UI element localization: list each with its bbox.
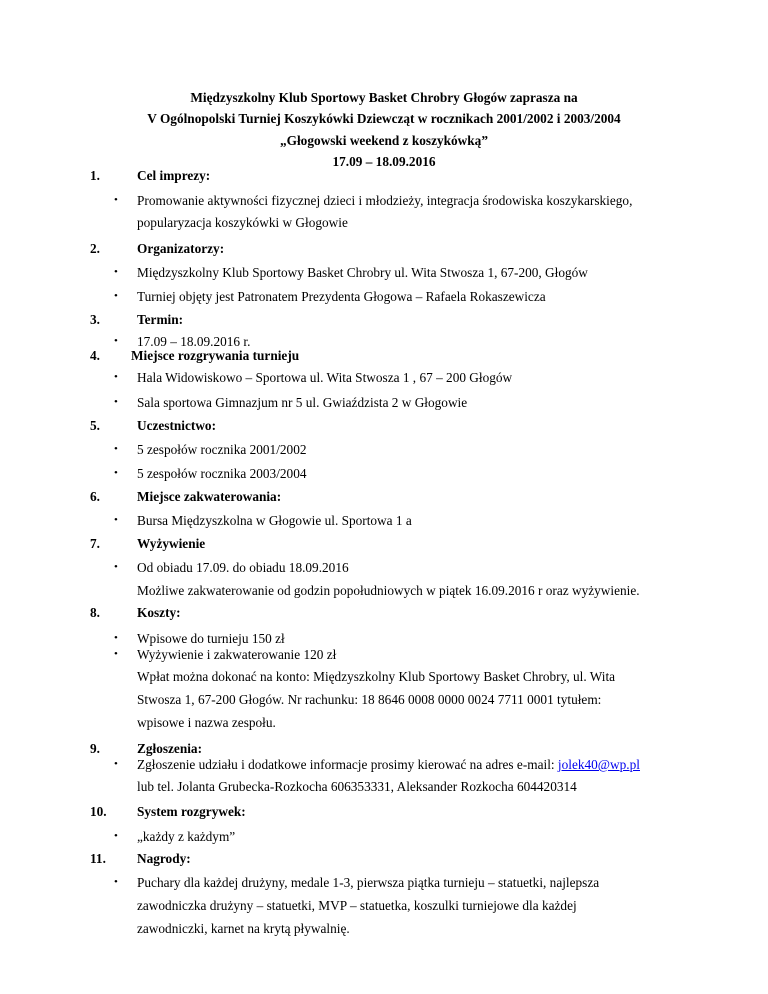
bullet: • bbox=[114, 443, 118, 455]
section-title: Termin: bbox=[137, 312, 184, 327]
list-item: Sala sportowa Gimnazjum nr 5 ul. Gwiaździsta 2 w Głogowie bbox=[137, 395, 468, 410]
list-item: Puchary dla każdej drużyny, medale 1-3, pierwsza piątka turnieju – statuetki, najlepsza bbox=[137, 875, 600, 890]
section-number: 11. bbox=[90, 851, 106, 866]
section-number: 9. bbox=[90, 741, 100, 756]
list-item: Wpisowe do turnieju 150 zł bbox=[137, 631, 285, 646]
email-text: Zgłoszenie udziału i dodatkowe informacje prosimy kierować na adres e-mail: bbox=[137, 757, 558, 772]
bullet: • bbox=[114, 194, 118, 206]
section-title: Koszty: bbox=[137, 605, 181, 620]
bullet: • bbox=[114, 632, 118, 644]
bullet: • bbox=[114, 514, 118, 526]
header-line-1: Międzyszkolny Klub Sportowy Basket Chrobry Głogów zaprasza na bbox=[190, 90, 578, 105]
list-item: 17.09 – 18.09.2016 r. bbox=[137, 334, 251, 349]
list-item-continuation: zawodniczka drużyny – statuetki, MVP – statuetka, koszulki turniejowe dla każdej bbox=[137, 898, 577, 913]
section-title: Zgłoszenia: bbox=[137, 741, 203, 756]
bullet: • bbox=[114, 371, 118, 383]
bullet: • bbox=[114, 396, 118, 408]
section-title: Organizatorzy: bbox=[137, 241, 225, 256]
list-item bbox=[137, 757, 640, 773]
list-item-continuation: Wpłat można dokonać na konto: Międzyszkolny Klub Sportowy Basket Chrobry, ul. Wita bbox=[137, 669, 616, 684]
list-item: „każdy z każdym” bbox=[137, 829, 236, 844]
bullet: • bbox=[114, 830, 118, 842]
bullet: • bbox=[114, 467, 118, 479]
list-item: Promowanie aktywności fizycznej dzieci i młodzieży, integracja środowiska koszykarskiego, bbox=[137, 193, 633, 208]
list-item-continuation: Stwosza 1, 67-200 Głogów. Nr rachunku: 18 8646 0008 0000 0024 7711 0001 tytułem: bbox=[137, 692, 602, 707]
section-number: 3. bbox=[90, 312, 100, 327]
header-line-3: „Głogowski weekend z koszykówką” bbox=[280, 133, 488, 148]
bullet: • bbox=[114, 335, 118, 347]
section-number: 1. bbox=[90, 168, 100, 183]
list-item: Od obiadu 17.09. do obiadu 18.09.2016 bbox=[137, 560, 349, 575]
list-item-continuation: popularyzacja koszykówki w Głogowie bbox=[137, 215, 348, 230]
email-link[interactable]: jolek40@wp.pl bbox=[557, 757, 640, 772]
bullet: • bbox=[114, 758, 118, 770]
header-line-4: 17.09 – 18.09.2016 bbox=[332, 154, 436, 169]
list-item: Bursa Międzyszkolna w Głogowie ul. Sportowa 1 a bbox=[137, 513, 412, 528]
list-item: Wyżywienie i zakwaterowanie 120 zł bbox=[137, 647, 337, 662]
list-item-continuation: zawodniczki, karnet na krytą pływalnię. bbox=[137, 921, 350, 936]
list-item: 5 zespołów rocznika 2003/2004 bbox=[137, 466, 307, 481]
bullet: • bbox=[114, 266, 118, 278]
bullet: • bbox=[114, 876, 118, 888]
bullet: • bbox=[114, 290, 118, 302]
section-number: 4. bbox=[90, 348, 100, 363]
list-item: Turniej objęty jest Patronatem Prezydenta Głogowa – Rafaela Rokaszewicza bbox=[137, 289, 546, 304]
list-item: Międzyszkolny Klub Sportowy Basket Chrobry ul. Wita Stwosza 1, 67-200, Głogów bbox=[137, 265, 588, 280]
section-number: 6. bbox=[90, 489, 100, 504]
list-item: 5 zespołów rocznika 2001/2002 bbox=[137, 442, 307, 457]
section-title: Uczestnictwo: bbox=[137, 418, 217, 433]
section-title: Nagrody: bbox=[137, 851, 191, 866]
section-number: 2. bbox=[90, 241, 100, 256]
section-title: Wyżywienie bbox=[137, 536, 206, 551]
section-number: 7. bbox=[90, 536, 100, 551]
bullet: • bbox=[114, 648, 118, 660]
bullet: • bbox=[114, 561, 118, 573]
section-title: Miejsce rozgrywania turnieju bbox=[131, 348, 300, 363]
list-item-continuation: wpisowe i nazwa zespołu. bbox=[137, 715, 276, 730]
section-number: 5. bbox=[90, 418, 100, 433]
list-item-continuation: lub tel. Jolanta Grubecka-Rozkocha 606353331, Aleksander Rozkocha 604420314 bbox=[137, 779, 577, 794]
section-number: 8. bbox=[90, 605, 100, 620]
list-item: Hala Widowiskowo – Sportowa ul. Wita Stwosza 1 , 67 – 200 Głogów bbox=[137, 370, 513, 385]
section-number: 10. bbox=[90, 804, 107, 819]
section-title: System rozgrywek: bbox=[137, 804, 246, 819]
section-title: Miejsce zakwaterowania: bbox=[137, 489, 282, 504]
section-title: Cel imprezy: bbox=[137, 168, 211, 183]
list-item-continuation: Możliwe zakwaterowanie od godzin popołudniowych w piątek 16.09.2016 r oraz wyżywienie. bbox=[137, 583, 640, 598]
header-line-2: V Ogólnopolski Turniej Koszykówki Dziewcząt w rocznikach 2001/2002 i 2003/2004 bbox=[147, 111, 621, 126]
